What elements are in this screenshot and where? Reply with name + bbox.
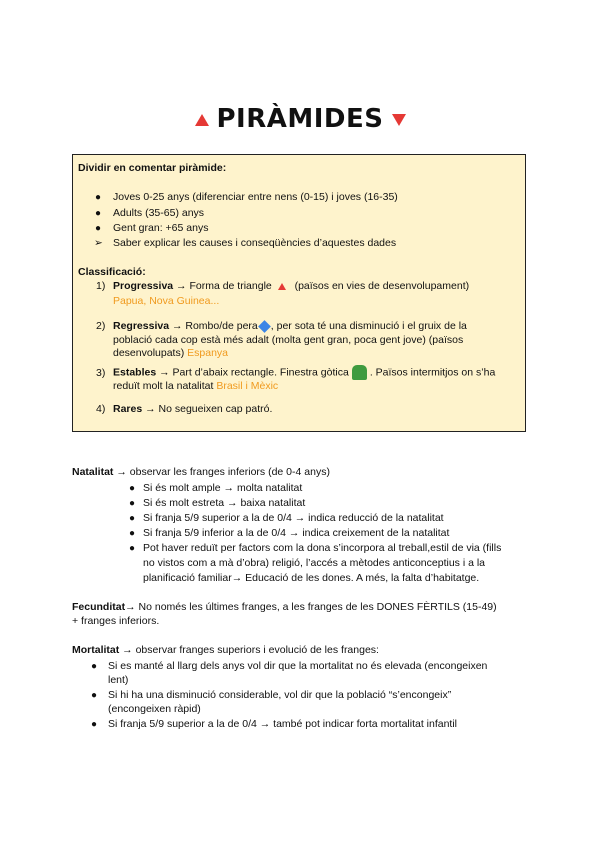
list-item: Joves 0-25 anys (diferenciar entre nens (0-15) i joves (16-35): [113, 191, 398, 203]
bullet-dot: ●: [129, 528, 136, 539]
list-item: Adults (35-65) anys: [113, 207, 205, 219]
term: Natalitat: [72, 466, 114, 478]
text: → Forma de triangle: [173, 280, 275, 292]
term: Progressiva: [113, 280, 174, 292]
item-number: 3): [96, 367, 106, 379]
arrow-bullet-icon: ➢: [94, 237, 103, 249]
bullet-dot: ●: [129, 513, 136, 524]
term: Rares: [113, 403, 143, 415]
example: Papua, Nova Guinea...: [113, 295, 220, 307]
list-item: Saber explicar les causes i conseqüències d’aquestes dades: [113, 237, 397, 249]
blue-diamond-icon: [258, 320, 271, 333]
term: Regressiva: [113, 320, 170, 332]
item-number: 4): [96, 403, 106, 415]
green-window-icon: [352, 365, 367, 380]
bullet-dot: ●: [91, 719, 98, 730]
list-item: Si és molt estreta → baixa natalitat: [143, 497, 306, 509]
list-item-line: Si franja 5/9 superior a la de 0/4 → també pot indicar forta mortalitat infantil: [108, 718, 458, 730]
list-item-line: (encongeixen ràpid): [108, 703, 201, 715]
title-text: PIRÀMIDES: [216, 104, 384, 134]
text: → observar les franges inferiors (de 0-4 anys): [113, 466, 330, 478]
bullet-dot: ●: [91, 661, 98, 672]
text: desenvolupats): [113, 347, 185, 359]
example: Espanya: [187, 347, 229, 359]
text: → No segueixen cap patró.: [142, 403, 273, 415]
list-item-line: lent): [108, 674, 129, 686]
classification-item-progressiva: [113, 279, 469, 294]
mortalitat-heading: [72, 643, 379, 658]
bullet-dot: ●: [95, 192, 102, 203]
term: Fecunditat: [72, 601, 126, 613]
list-item: Si franja 5/9 inferior a la de 0/4 → indica creixement de la natalitat: [143, 527, 450, 539]
list-item: Gent gran: +65 anys: [113, 222, 209, 234]
summary-box: [72, 154, 526, 432]
text: , per sota té una disminució i el gruix de la: [270, 320, 467, 332]
classification-item-regressiva: [113, 319, 467, 334]
bullet-dot: ●: [95, 208, 102, 219]
classification-item-estables: [113, 365, 495, 380]
text: → No només les últimes franges, a les franges de les DONES FÈRTILS (15-49): [125, 601, 497, 613]
classification-item-rares: [113, 402, 272, 417]
text: + franges inferiors.: [72, 615, 160, 627]
text: → Rombo/de pera: [169, 320, 258, 332]
red-triangle-up-icon: [195, 114, 209, 126]
classification-heading: Classificació:: [78, 266, 146, 278]
red-triangle-icon: [278, 283, 286, 290]
term: Mortalitat: [72, 644, 120, 656]
term: Estables: [113, 366, 157, 379]
list-item: Si és molt ample → molta natalitat: [143, 482, 303, 494]
list-item-line: Pot haver reduït per factors com la dona s’incorpora al treball,estil de via (fills: [143, 542, 502, 554]
text: . Països intermitjos on s’ha: [369, 366, 496, 379]
text: població cada cop està més adalt (molta gent gran, poca gent jove) (països: [113, 334, 464, 346]
box-heading: Dividir en comentar piràmide:: [78, 162, 227, 174]
page-title: [0, 104, 600, 134]
text: → Part d’abaix rectangle. Finestra gòtica: [156, 366, 349, 379]
list-item: Si franja 5/9 superior a la de 0/4 → indica reducció de la natalitat: [143, 512, 444, 524]
example: Brasil i Mèxic: [216, 380, 279, 392]
natalitat-heading: [72, 465, 330, 480]
red-triangle-down-icon: [392, 114, 406, 126]
list-item-line: planificació familiar→ Educació de les dones. A més, la falta d’habitatge.: [143, 572, 480, 584]
list-item-line: no vistos com a mà d’obra) religió, l’accés a mètodes anticonceptius i a la: [143, 557, 485, 569]
text: reduït molt la natalitat: [113, 380, 214, 392]
list-item-line: Si hi ha una disminució considerable, vol dir que la població “s’encongeix”: [108, 689, 452, 701]
text: (països en vies de desenvolupament): [291, 280, 470, 292]
item-number: 2): [96, 320, 106, 332]
bullet-dot: ●: [91, 690, 98, 701]
bullet-dot: ●: [129, 498, 136, 509]
item-number: 1): [96, 280, 106, 292]
text-line: [113, 379, 278, 394]
text: → observar franges superiors i evolució de les franges:: [119, 644, 379, 656]
bullet-dot: ●: [129, 543, 136, 554]
bullet-dot: ●: [129, 483, 136, 494]
fecunditat-heading: [72, 600, 497, 615]
text-line: [113, 346, 228, 361]
list-item-line: Si es manté al llarg dels anys vol dir que la mortalitat no és elevada (encongeixen: [108, 660, 488, 672]
bullet-dot: ●: [95, 223, 102, 234]
